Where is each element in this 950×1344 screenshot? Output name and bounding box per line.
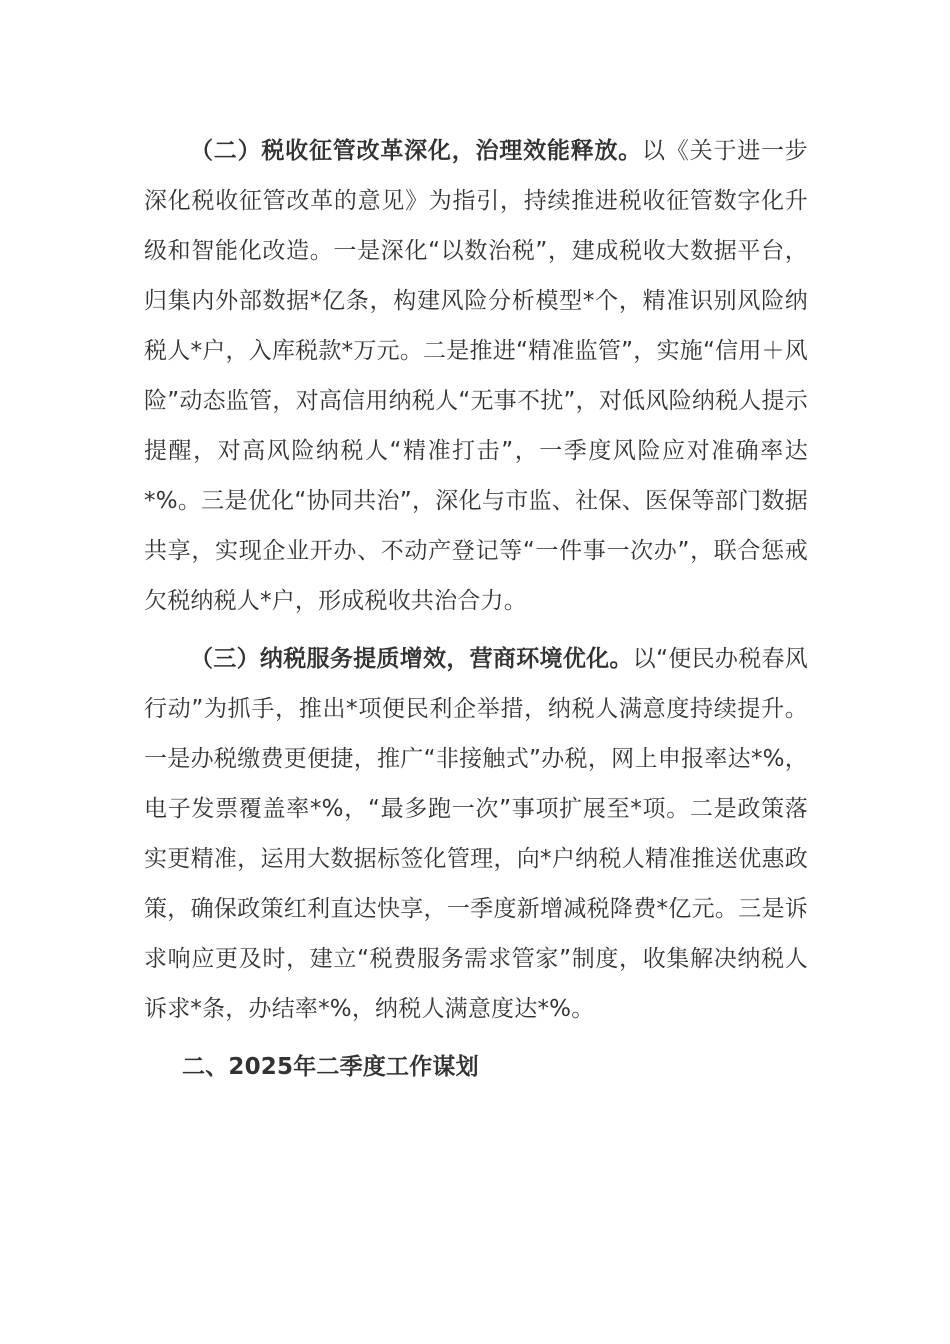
- paragraph-body-text: 以《关于进一步深化税收征管改革的意见》为指引，持续推进税收征管数字化升级和智能化改造。一是深化“以数治税”，建成税收大数据平台，归集内外部数据*亿条，构建风险分析模型*个，精准识别风险纳税人*户，入库税款*万元。二是推进“精准监管”，实施“信用＋风险”动态监管，对高信用纳税人“无事不扰”，对低风险纳税人提示提醒，对高风险纳税人“精准打击”，一季度风险应对准确率达*%。三是优化“协同共治”，深化与市监、社保、医保等部门数据共享，实现企业开办、不动产登记等“一件事一次办”，联合惩戒欠税纳税人*户，形成税收共治合力。: [144, 138, 808, 614]
- paragraph-lead-heading: （二）税收征管改革深化，治理效能释放。: [190, 138, 643, 164]
- paragraph-body-text: 以“便民办税春风行动”为抓手，推出*项便民利企举措，纳税人满意度持续提升。一是办税缴费更便捷，推广“非接触式”办税，网上申报率达*%，电子发票覆盖率*%，“最多跑一次”事项扩展至*项。二是政策落实更精准，运用大数据标签化管理，向*户纳税人精准推送优惠政策，确保政策红利直达快享，一季度新增减税降费*亿元。三是诉求响应更及时，建立“税费服务需求管家”制度，收集解决纳税人诉求*条，办结率*%，纳税人满意度达*%。: [144, 646, 809, 1022]
- section-heading: 二、2025年二季度工作谋划: [182, 1054, 479, 1080]
- paragraph-lead-heading: （三）纳税服务提质增效，营商环境优化。: [190, 646, 633, 672]
- document-body: [144, 126, 808, 1092]
- paragraph-tax-administration: [144, 126, 808, 626]
- paragraph-taxpayer-service: [144, 634, 808, 1034]
